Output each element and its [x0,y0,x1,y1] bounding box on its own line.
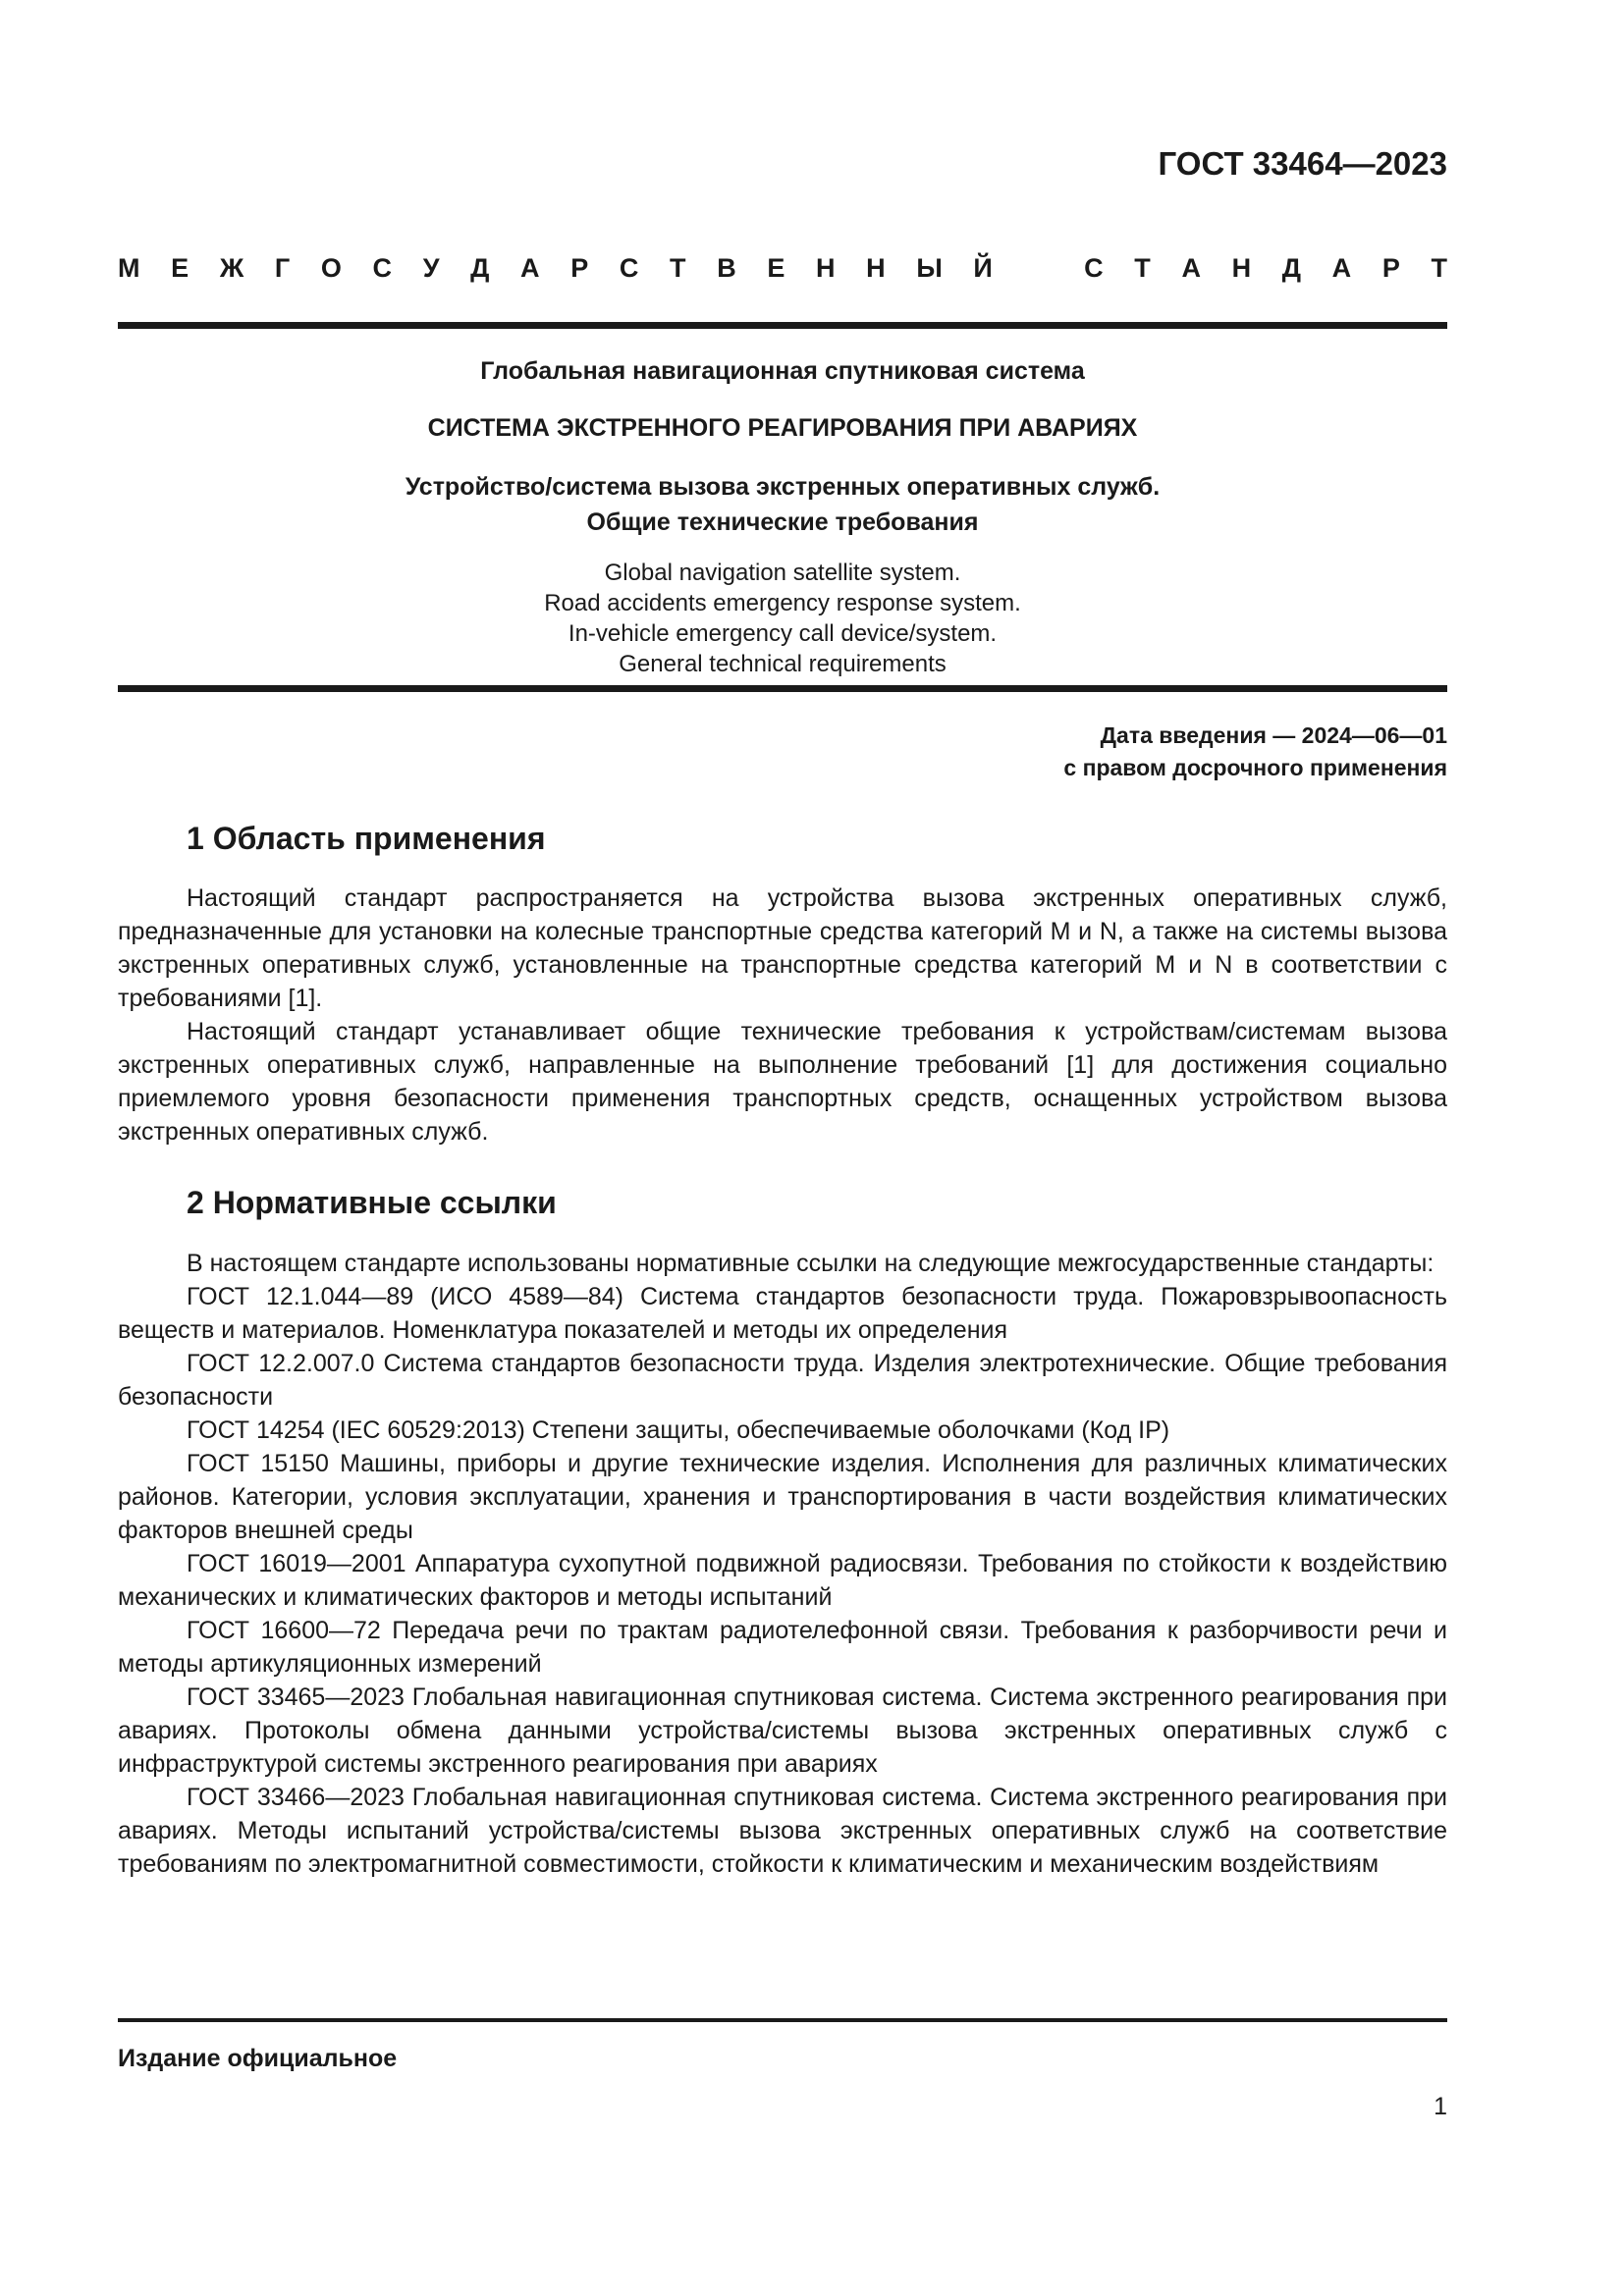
title-line-2: СИСТЕМА ЭКСТРЕННОГО РЕАГИРОВАНИЯ ПРИ АВАРИЯХ [427,414,1138,442]
footer-rule [118,2018,1447,2022]
banner-letter: О [320,253,342,283]
paragraph: Настоящий стандарт устанавливает общие технические требования к устройствам/системам вызова экстренных оперативных служб, направленные на выполнение требований [1] для достижения социально приемлемого уровня безопасности применения транспортных средств, оснащенных устройством вызова экстренных оперативных служб. [118,1018,1447,1146]
banner-letter: Т [670,253,686,283]
banner-word-gap [1023,253,1053,284]
banner-letter: Ы [916,253,943,283]
section-1-body [118,881,1447,1148]
title-rule [118,685,1447,692]
reference-item: ГОСТ 12.1.044—89 (ИСО 4589—84) Система стандартов безопасности труда. Пожаровзрывоопасность веществ и материалов. Номенклатура показателей и методы их определения [118,1283,1447,1344]
banner-letter: Е [171,253,189,283]
banner-letter: А [520,253,540,283]
reference-item: ГОСТ 16019—2001 Аппаратура сухопутной подвижной радиосвязи. Требования по стойкости к воздействию механических и климатических факторов и методы испытаний [118,1550,1447,1611]
section-1-heading: 1 Область применения [187,821,546,856]
section-2-heading: 2 Нормативные ссылки [187,1185,557,1220]
section-2-body [118,1247,1447,1881]
page-number: 1 [1434,2093,1447,2120]
reference-item: ГОСТ 33466—2023 Глобальная навигационная спутниковая система. Система экстренного реагирования при авариях. Методы испытаний устройства/системы вызова экстренных оперативных служб на соответствие требованиям по электромагнитной совместимости, стойкости к климатическим и механическим воздействиям [118,1784,1447,1878]
english-title-line: General technical requirements [619,651,947,677]
paragraph: В настоящем стандарте использованы нормативные ссылки на следующие межгосударственные стандарты: [187,1250,1435,1277]
banner-letter: В [717,253,736,283]
banner-letter: Д [1281,253,1302,283]
title-line-1: Глобальная навигационная спутниковая система [480,357,1085,385]
english-title-line: In-vehicle emergency call device/system. [568,620,998,647]
header-rule [118,322,1447,329]
banner-letter: Р [570,253,589,283]
banner-letter: Е [767,253,785,283]
banner-letter: У [422,253,440,283]
banner-letter: С [1084,253,1104,283]
banner-letter: Г [274,253,291,283]
banner-letter: С [372,253,393,283]
banner-letter: Р [1381,253,1400,283]
banner-letter: Т [1431,253,1447,283]
english-title-line: Road accidents emergency response system. [544,590,1021,616]
banner-letter: С [619,253,639,283]
banner-letter: Т [1134,253,1151,283]
banner-letter: М [118,253,140,283]
paragraph: Настоящий стандарт распространяется на устройства вызова экстренных оперативных служб, предназначенные для установки на колесные транспортные средства категорий М и N, а также на системы вызова экстренных оперативных служб, установленные на транспортные средства категорий М и N в соответствии с требованиями [1]. [118,884,1447,1012]
document-number: ГОСТ 33464—2023 [1158,145,1447,182]
banner-letter: Ж [219,253,244,283]
english-title [118,558,1447,679]
banner-letter: Й [973,253,993,283]
reference-item: ГОСТ 12.2.007.0 Система стандартов безопасности труда. Изделия электротехнические. Общие требования безопасности [118,1350,1447,1411]
introduction-date [1063,720,1447,784]
banner-letter: Н [816,253,836,283]
banner-letter: Н [1231,253,1252,283]
banner-letter: А [1181,253,1201,283]
reference-item: ГОСТ 16600—72 Передача речи по трактам радиотелефонной связи. Требования к разборчивости речи и методы артикуляционных измерений [118,1617,1447,1678]
title-line-3b: Общие технические требования [586,508,979,536]
title-line-3 [118,469,1447,540]
reference-item: ГОСТ 15150 Машины, приборы и другие технические изделия. Исполнения для различных климатических районов. Категории, условия эксплуатации, хранения и транспортирования в части воздействия климатических факторов внешней среды [118,1450,1447,1544]
title-line-3a: Устройство/система вызова экстренных оперативных служб. [405,473,1161,501]
intro-date-note: с правом досрочного применения [1063,755,1447,780]
banner-letter: Н [866,253,886,283]
banner-letter: А [1331,253,1352,283]
english-title-line: Global navigation satellite system. [604,560,961,586]
banner-letter: Д [470,253,490,283]
reference-item: ГОСТ 33465—2023 Глобальная навигационная спутниковая система. Система экстренного реагирования при авариях. Протоколы обмена данными устройства/системы вызова экстренных оперативных служб с инфраструктурой системы экстренного реагирования при авариях [118,1683,1447,1778]
intro-date-line: Дата введения — 2024—06—01 [1100,722,1447,748]
reference-item: ГОСТ 14254 (IEC 60529:2013) Степени защиты, обеспечиваемые оболочками (Код IP) [187,1416,1170,1444]
official-edition-label: Издание официальное [118,2045,398,2072]
interstate-standard-banner [118,253,1447,284]
